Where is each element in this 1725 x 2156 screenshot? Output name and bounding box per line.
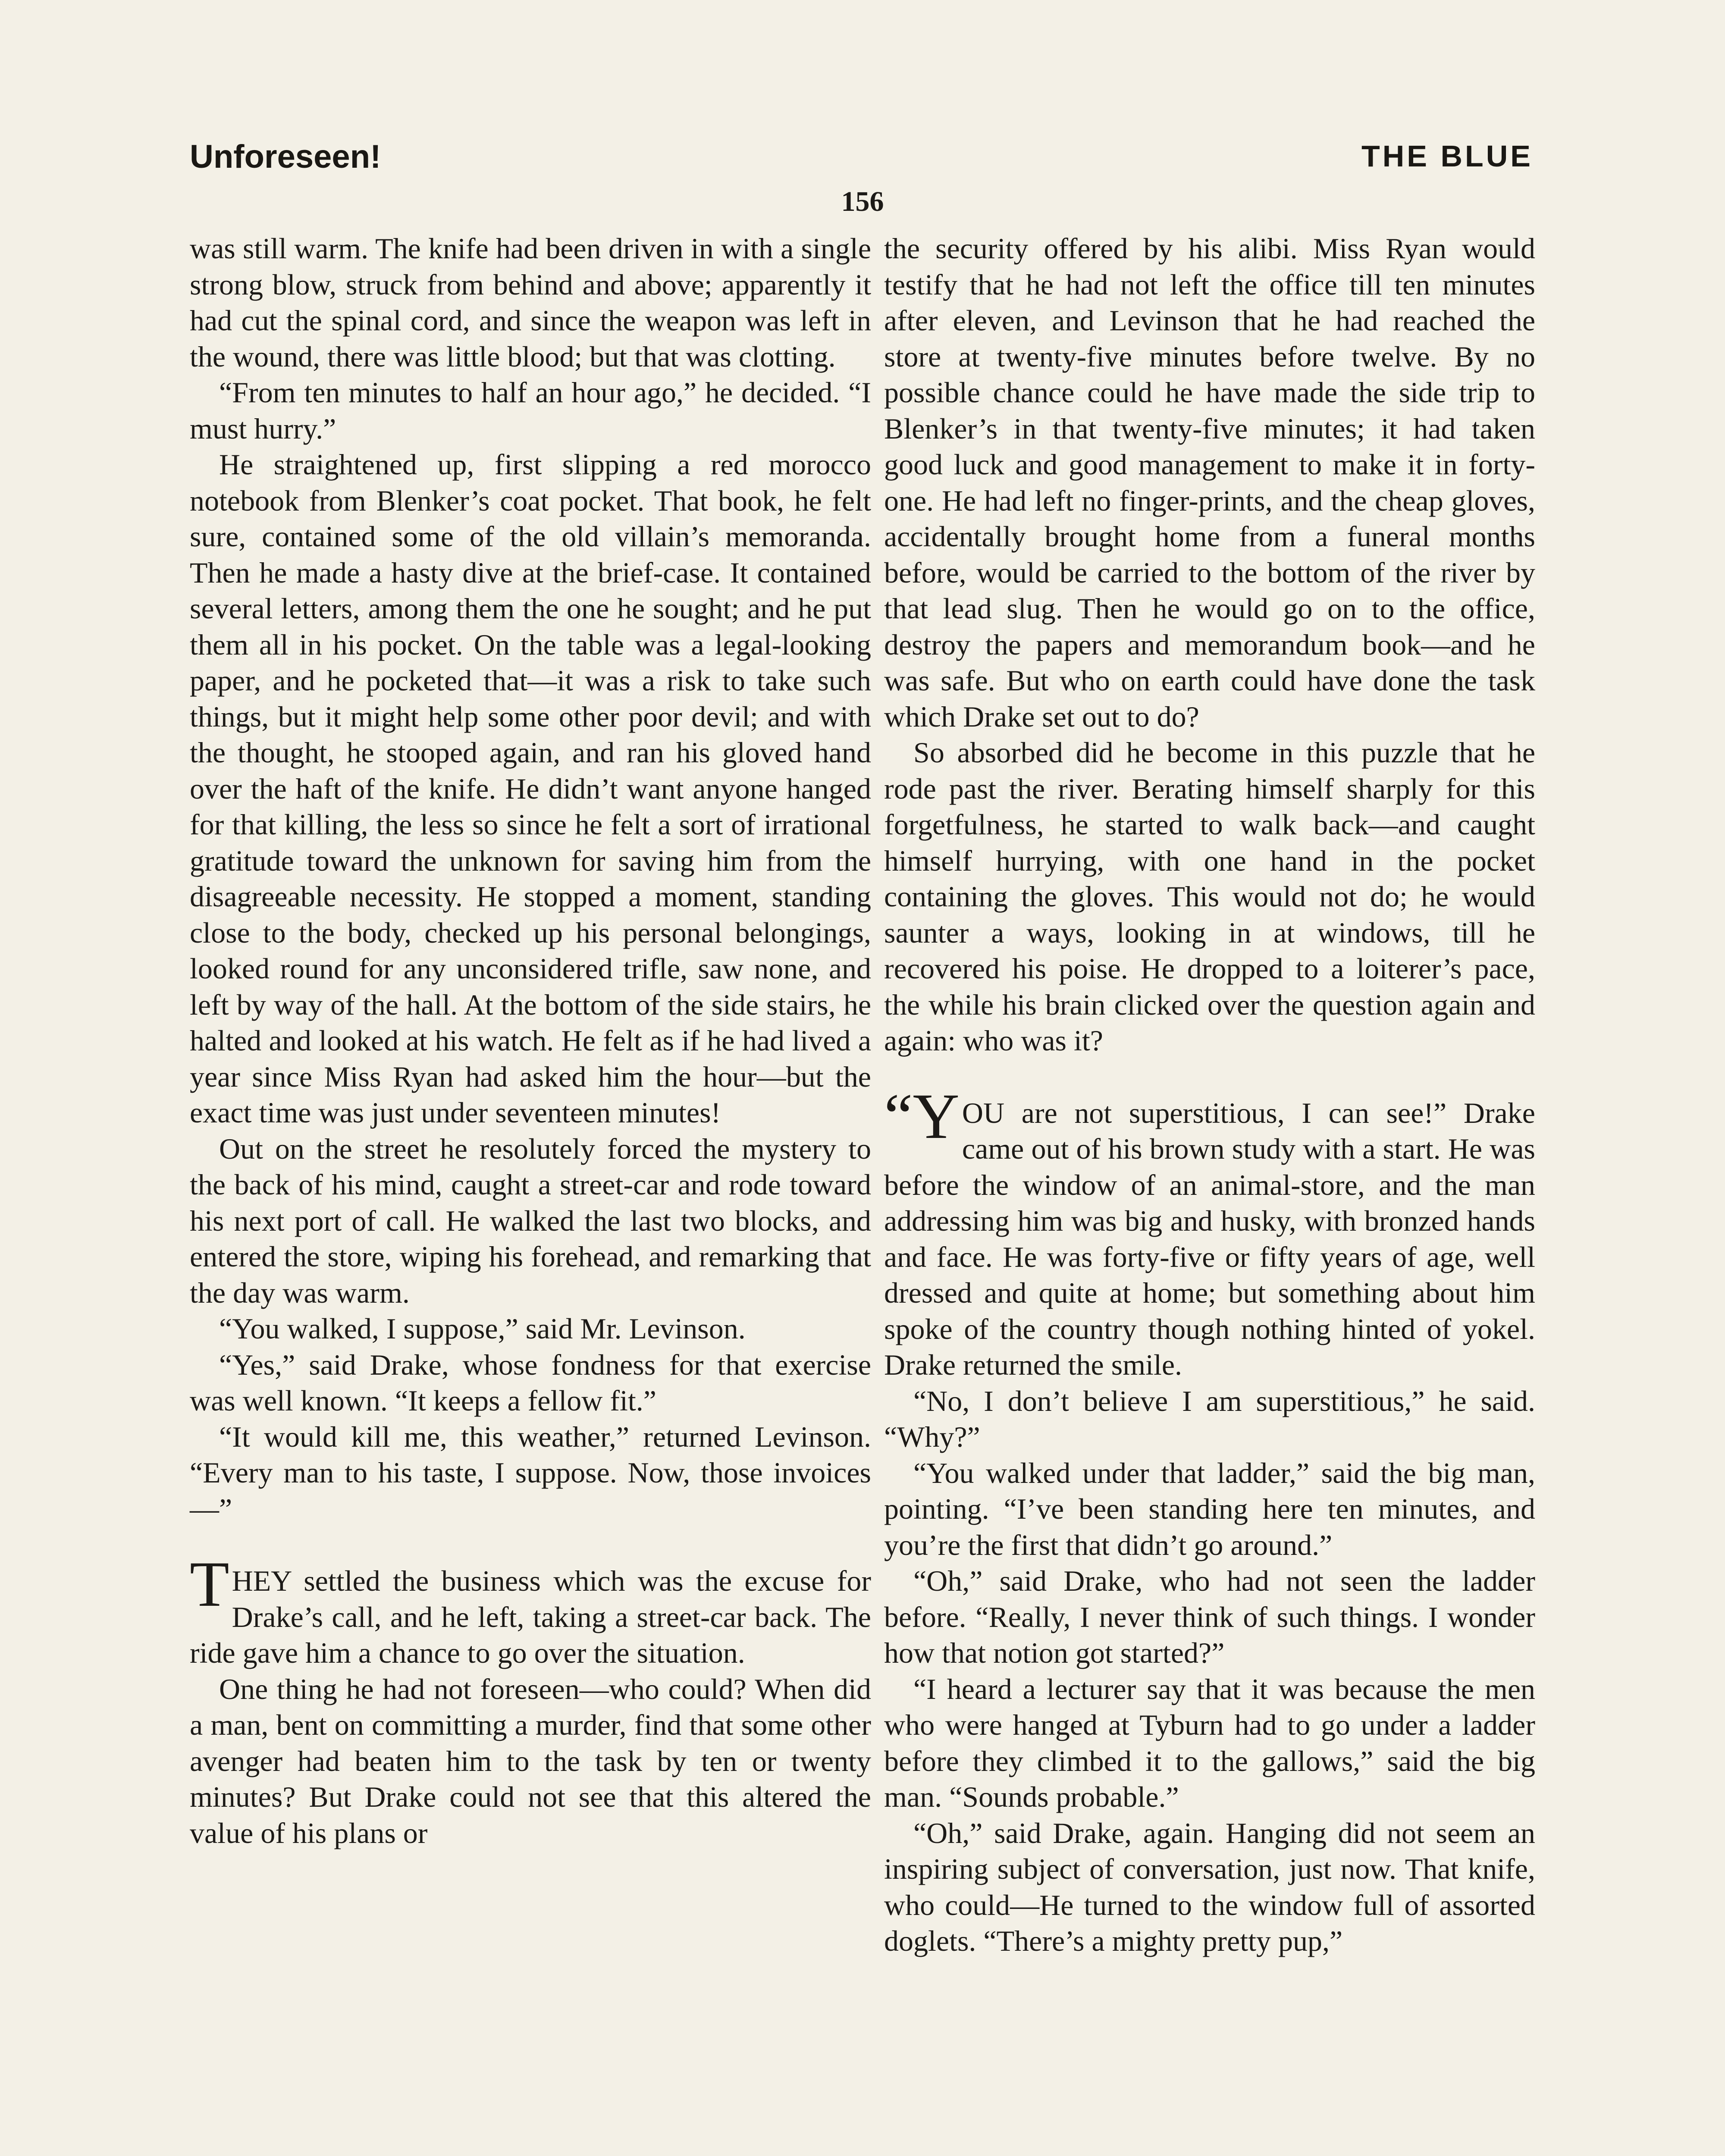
paragraph: So absorbed did he become in this puzzle that he rode past the river. Berating himself sharply for this forgetfulness, he started to walk back—and caught himself hurrying, with one hand in the pocket containing the gloves. This would not do; he would saunter a ways, looking in at windows, till he recovered his poise. He dropped to a loiterer’s pace, the while his brain clicked over the question again and again: who was it?: [884, 736, 1535, 1057]
paragraph: the security offered by his alibi. Miss Ryan would testify that he had not left the office till ten minutes after eleven, and Levinson that he had reached the store at twenty-five minutes before twelve. By no possible chance could he have made the side trip to Blenker’s in that twenty-five minutes; it had taken good luck and good management to make it in forty-one. He had left no finger-prints, and the cheap gloves, accidentally brought home from a funeral months before, would be carried to the bottom of the river by that lead slug. Then he would go on to the office, destroy the papers and memorandum book—and he was safe. But who on earth could have done the task which Drake set out to do?: [884, 232, 1535, 733]
paragraph: “From ten minutes to half an hour ago,” he decided. “I must hurry.”: [190, 376, 871, 445]
paragraph: “You walked, I suppose,” said Mr. Levinson.: [219, 1312, 746, 1345]
page-number: 156: [841, 186, 884, 217]
paragraph: “Yes,” said Drake, whose fondness for that exercise was well known. “It keeps a fellow fit.”: [190, 1348, 871, 1417]
paragraph: “I heard a lecturer say that it was because the men who were hanged at Tyburn had to go under a ladder before they climbed it to the gallows,” said the big man. “Sounds probable.”: [884, 1672, 1535, 1813]
paragraph: “No, I don’t believe I am superstitious,” he said. “Why?”: [884, 1384, 1535, 1453]
paragraph: One thing he had not foreseen—who could? When did a man, bent on committing a murder, find that some other avenger had beaten him to the task by ten or twenty minutes? But Drake could not see that this altered the value of his plans or: [190, 1672, 871, 1849]
right-column: [884, 231, 1535, 2156]
paragraph: “It would kill me, this weather,” returned Levinson. “Every man to his taste, I suppose. Now, those invoices—”: [190, 1420, 871, 1525]
section-opening-paragraph: THEY settled the business which was the excuse for Drake’s call, and he left, taking a street-car back. The ride gave him a chance to go over the situation.: [190, 1548, 871, 1669]
paragraph: “You walked under that ladder,” said the big man, pointing. “I’ve been standing here ten minutes, and you’re the first that didn’t go around.”: [884, 1456, 1535, 1561]
paragraph: “Oh,” said Drake, again. Hanging did not seem an inspiring subject of conversation, just now. That knife, who could—He turned to the window full of assorted doglets. “There’s a mighty pretty pup,”: [884, 1816, 1535, 1957]
paragraph: was still warm. The knife had been driven in with a single strong blow, struck from behind and above; apparently it had cut the spinal cord, and since the weapon was left in the wound, there was little blood; but that was clotting.: [190, 232, 871, 373]
paragraph: “Oh,” said Drake, who had not seen the ladder before. “Really, I never think of such things. I wonder how that notion got started?”: [884, 1564, 1535, 1669]
left-column: [190, 231, 871, 2156]
paragraph: Out on the street he resolutely forced the mystery to the back of his mind, caught a street-car and rode toward his next port of call. He walked the last two blocks, and entered the store, wiping his forehead, and remarking that the day was warm.: [190, 1132, 871, 1309]
story-title: Unforeseen!: [190, 138, 381, 175]
section-opening-paragraph: “YOU are not superstitious, I can see!” Drake came out of his brown study with a start. He was before the window of an animal-store, and the man addressing him was big and husky, with bronzed hands and face. He was forty-five or fifty years of age, well dressed and quite at home; but something about him spoke of the country though nothing hinted of yokel. Drake returned the smile.: [884, 1080, 1535, 1381]
magazine-name: THE BLUE: [1361, 139, 1533, 173]
paragraph: He straightened up, first slipping a red morocco notebook from Blenker’s coat pocket. That book, he felt sure, contained some of the old villain’s memoranda. Then he made a hasty dive at the brief-case. It contained several letters, among them the one he sought; and he put them all in his pocket. On the table was a legal-looking paper, and he pocketed that—it was a risk to take such things, but it might help some other poor devil; and with the thought, he stooped again, and ran his gloved hand over the haft of the knife. He didn’t want anyone hanged for that killing, the less so since he felt a sort of irrational gratitude toward the unknown for saving him from the disagreeable necessity. He stopped a moment, standing close to the body, checked up his personal belongings, looked round for any unconsidered trifle, saw none, and left by way of the hall. At the bottom of the side stairs, he halted and looked at his watch. He felt as if he had lived a year since Miss Ryan had asked him the hour—but the exact time was just under seventeen minutes!: [190, 448, 871, 1129]
